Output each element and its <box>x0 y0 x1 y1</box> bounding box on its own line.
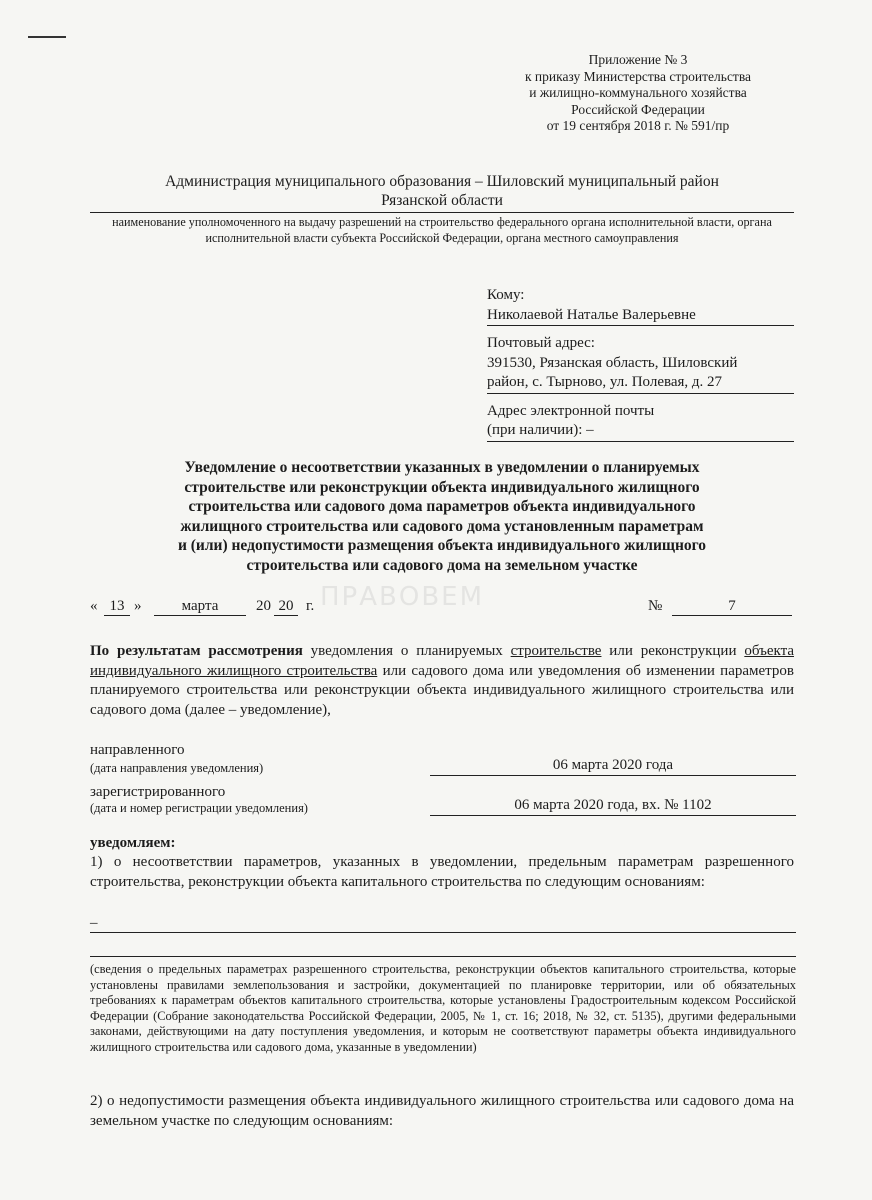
notify-item-1: 1) о несоответствии параметров, указанных в уведомлении, предельным параметрам разрешенного строительства, реконструкции объекта капитального строительства по следующим основаниям: <box>90 854 794 890</box>
registered-value: 06 марта 2020 года, вх. № 1102 <box>430 796 796 816</box>
document-title <box>90 458 794 575</box>
item-1-note: (сведения о предельных параметрах разрешенного строительства, реконструкции объектов капитального строительства, которые установлены правилами землепользования и застройки, документацией по планировке территории, или об обязательных требованиях к параметрам объектов капитального строительства, которые установлены Градостроительным кодексом Российской Федерации (Собрание законодательства Российской Федерации, 2005, № 1, ст. 16; 2018, № 32, ст. 5135), другими федеральными законами, действующими на дату поступления уведомления, и которым не соответствуют параметры объекта индивидуального жилищного строительства или садового дома, указанные в уведомлении) <box>90 962 796 1054</box>
annex-line: Приложение № 3 <box>588 52 688 67</box>
annex-header <box>488 52 788 135</box>
recipient-block <box>487 286 794 442</box>
number-label: № <box>648 598 663 614</box>
item-1-line-2 <box>90 956 796 957</box>
close-quote: » <box>134 598 142 614</box>
year-suffix: 20 <box>274 598 298 616</box>
intro-underlined-2: объекта индивидуального жилищного строительства <box>90 643 794 679</box>
authority-line-1: Администрация муниципального образования – Шиловский муниципальный район <box>165 173 719 190</box>
notify-heading: уведомляем: <box>90 835 176 851</box>
date-month: марта <box>154 598 246 616</box>
email-value: (при наличии): – <box>487 421 794 442</box>
item-1-line-1 <box>90 932 796 933</box>
address-line-2: район, с. Тырново, ул. Полевая, д. 27 <box>487 373 794 394</box>
intro-bold: По результатам рассмотрения <box>90 643 303 659</box>
annex-line: и жилищно-коммунального хозяйства <box>529 85 747 100</box>
sent-date: 06 марта 2020 года <box>430 756 796 776</box>
authority-note: наименование уполномоченного на выдачу разрешений на строительство федерального органа исполнительной власти, органа исполнительной власти субъекта Российской Федерации, органа местного самоуправления <box>112 215 772 245</box>
registered-hint: (дата и номер регистрации уведомления) <box>90 801 308 815</box>
sent-hint: (дата направления уведомления) <box>90 761 264 775</box>
open-quote: « <box>90 598 98 614</box>
intro-underlined-1: строительстве <box>510 643 602 659</box>
authority-underline <box>90 212 794 213</box>
registered-label: зарегистрированного <box>90 784 226 800</box>
address-label: Почтовый адрес: <box>487 335 595 351</box>
annex-line: от 19 сентября 2018 г. № 591/пр <box>546 118 730 133</box>
to-label: Кому: <box>487 287 525 303</box>
title-line: строительства или садового дома параметров объекта индивидуального <box>188 498 696 515</box>
year-prefix: 20 <box>256 598 271 614</box>
recipient-name: Николаевой Наталье Валерьевне <box>487 306 794 327</box>
item-1-value: – <box>90 915 98 931</box>
document-number: 7 <box>672 598 792 616</box>
watermark: ПРАВОВЕМ <box>320 582 485 612</box>
notify-item-2: 2) о недопустимости размещения объекта индивидуального жилищного строительства или садового дома на земельном участке по следующим основаниям: <box>90 1093 794 1129</box>
date-day: 13 <box>104 598 130 616</box>
title-line: жилищного строительства или садового дома установленным параметрам <box>180 517 704 535</box>
title-line: строительства или садового дома на земельном участке <box>246 556 638 574</box>
sent-label: направленного <box>90 742 185 758</box>
annex-line: Российской Федерации <box>571 101 705 117</box>
year-unit: г. <box>306 598 315 614</box>
title-line: и (или) недопустимости размещения объекта индивидуального жилищного <box>177 537 707 554</box>
address-line-1: 391530, Рязанская область, Шиловский <box>487 354 738 371</box>
email-label: Адрес электронной почты <box>487 402 655 419</box>
authority-line-2: Рязанской области <box>381 192 503 209</box>
corner-mark <box>28 36 66 38</box>
title-line: строительстве или реконструкции объекта индивидуального жилищного <box>184 478 700 496</box>
date-row <box>90 598 794 622</box>
annex-line: к приказу Министерства строительства <box>524 68 752 84</box>
authority-name <box>90 172 794 210</box>
intro-paragraph: По результатам рассмотрения уведомления о планируемых строительстве или реконструкции объекта индивидуального жилищного строительства или садового дома или уведомления об изменении параметров планируемого строительства или реконструкции объекта индивидуального жилищного строительства или садового дома (далее – уведомление), <box>90 643 794 718</box>
title-line: Уведомление о несоответствии указанных в уведомлении о планируемых <box>184 459 700 476</box>
